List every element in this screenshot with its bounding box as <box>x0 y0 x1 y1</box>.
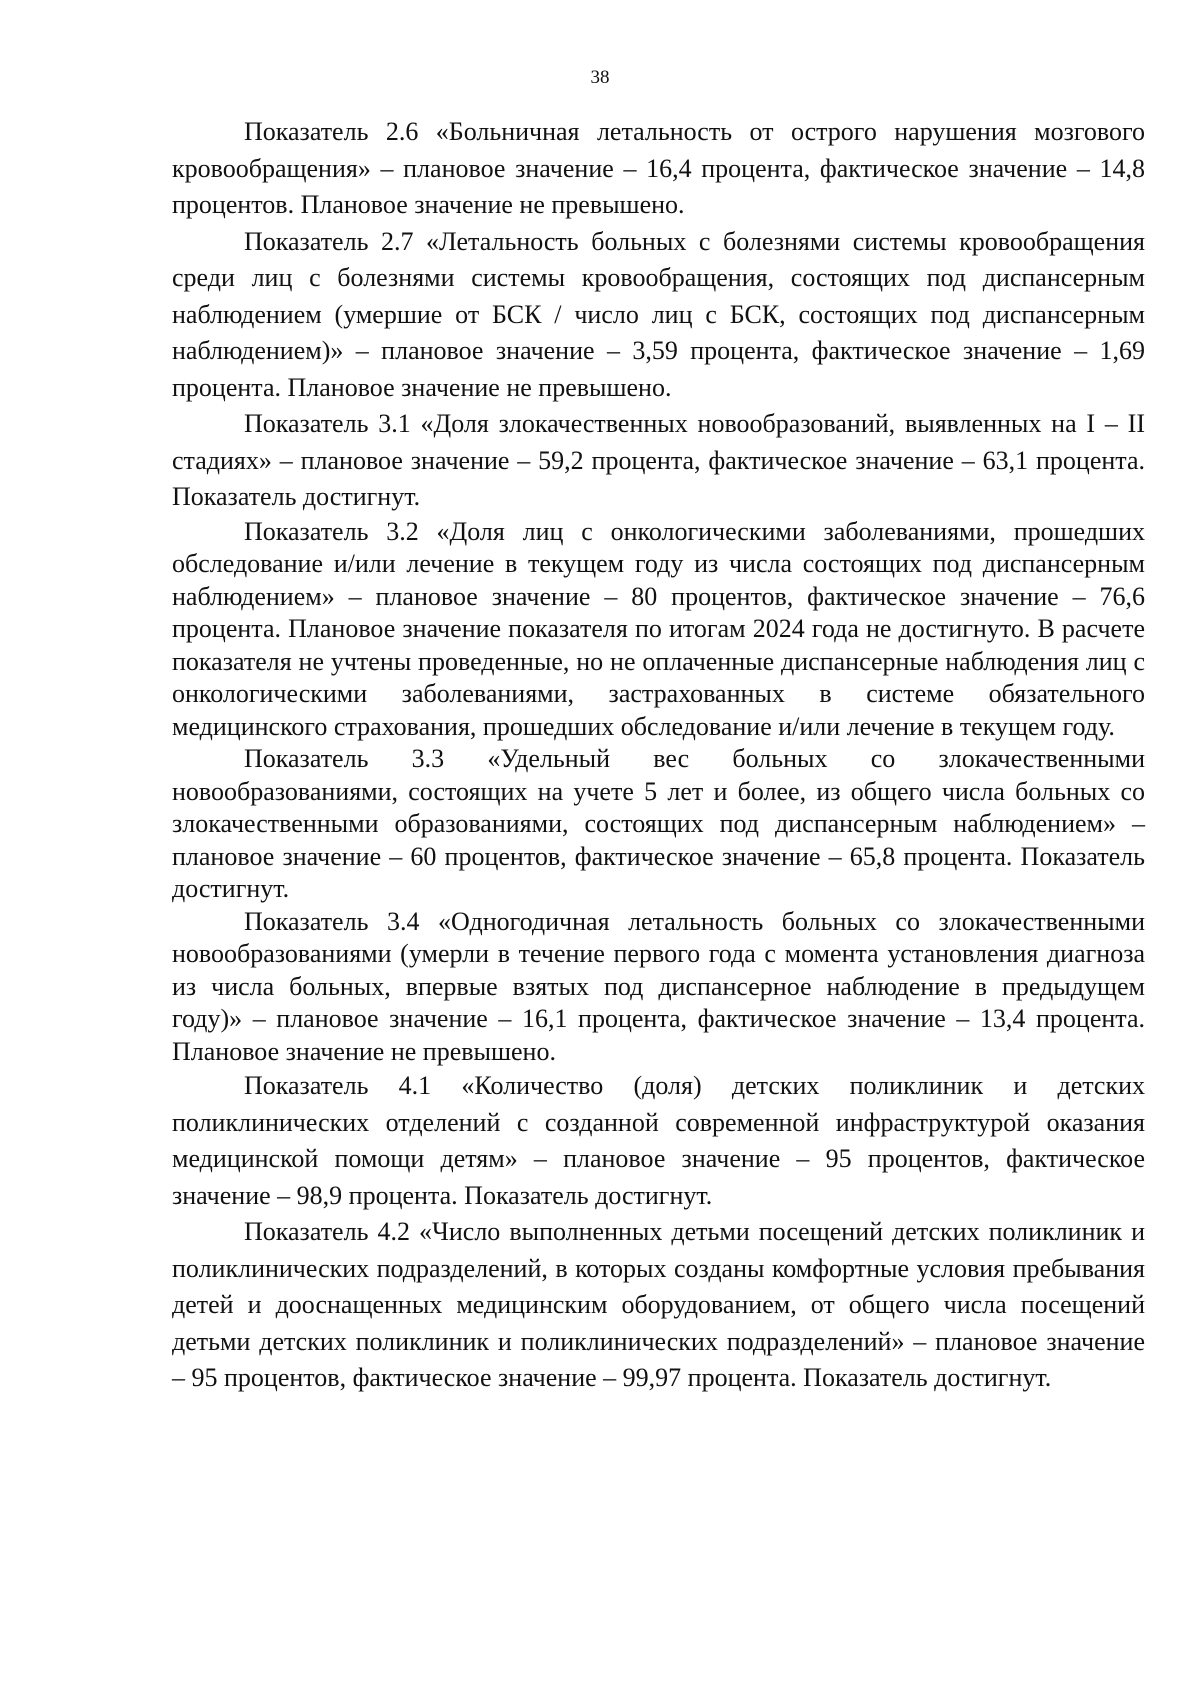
page-number: 38 <box>590 67 610 88</box>
paragraph-indicator-2-7: Показатель 2.7 «Летальность больных с болезнями системы кровообращения среди лиц с болезнями системы кровообращения, состоящих под диспансерным наблюдением (умершие от БСК / число лиц с БСК, состоящих под диспансерным наблюдением)» – плановое значение – 3,59 процента, фактическое значение – 1,69 процента. Плановое значение не превышено. <box>172 226 1145 402</box>
paragraph-indicator-4-1: Показатель 4.1 «Количество (доля) детских поликлиник и детских поликлинических отделений с созданной современной инфраструктурой оказания медицинской помощи детям» – плановое значение – 95 процентов, фактическое значение – 98,9 процента. Показатель достигнут. <box>172 1071 1145 1210</box>
paragraph-indicator-3-3: Показатель 3.3 «Удельный вес больных со злокачественными новообразованиями, состоящих на учете 5 лет и более, из общего числа больных со злокачественными образованиями, состоящих под диспансерным наблюдением» – плановое значение – 60 процентов, фактическое значение – 65,8 процента. Показатель достигнут. <box>172 744 1145 903</box>
paragraph-indicator-3-2: Показатель 3.2 «Доля лиц с онкологическими заболеваниями, прошедших обследование и/или лечение в текущем году из числа состоящих под диспансерным наблюдением» – плановое значение – 80 процентов, фактическое значение – 76,6 процента. Плановое значение показателя по итогам 2024 года не достигнуто. В расчете показателя не учтены проведенные, но не оплаченные диспансерные наблюдения лиц с онкологическими заболеваниями, застрахованных в системе обязательного медицинского страхования, прошедших обследование и/или лечение в текущем году. <box>172 516 1145 741</box>
document-body <box>172 114 1145 1397</box>
paragraph-indicator-3-1: Показатель 3.1 «Доля злокачественных новообразований, выявленных на I – II стадиях» – плановое значение – 59,2 процента, фактическое значение – 63,1 процента. Показатель достигнут. <box>172 409 1145 511</box>
paragraph-indicator-2-6: Показатель 2.6 «Больничная летальность от острого нарушения мозгового кровообращения» – плановое значение – 16,4 процента, фактическое значение – 14,8 процентов. Плановое значение не превышено. <box>172 117 1145 219</box>
paragraph-indicator-3-4: Показатель 3.4 «Одногодичная летальность больных со злокачественными новообразованиями (умерли в течение первого года с момента установления диагноза из числа больных, впервые взятых под диспансерное наблюдение в предыдущем году)» – плановое значение – 16,1 процента, фактическое значение – 13,4 процента. Плановое значение не превышено. <box>172 906 1145 1066</box>
paragraph-indicator-4-2: Показатель 4.2 «Число выполненных детьми посещений детских поликлиник и поликлинических подразделений, в которых созданы комфортные условия пребывания детей и дооснащенных медицинским оборудованием, от общего числа посещений детьми детских поликлиник и поликлинических подразделений» – плановое значение – 95 процентов, фактическое значение – 99,97 процента. Показатель достигнут. <box>172 1217 1145 1392</box>
